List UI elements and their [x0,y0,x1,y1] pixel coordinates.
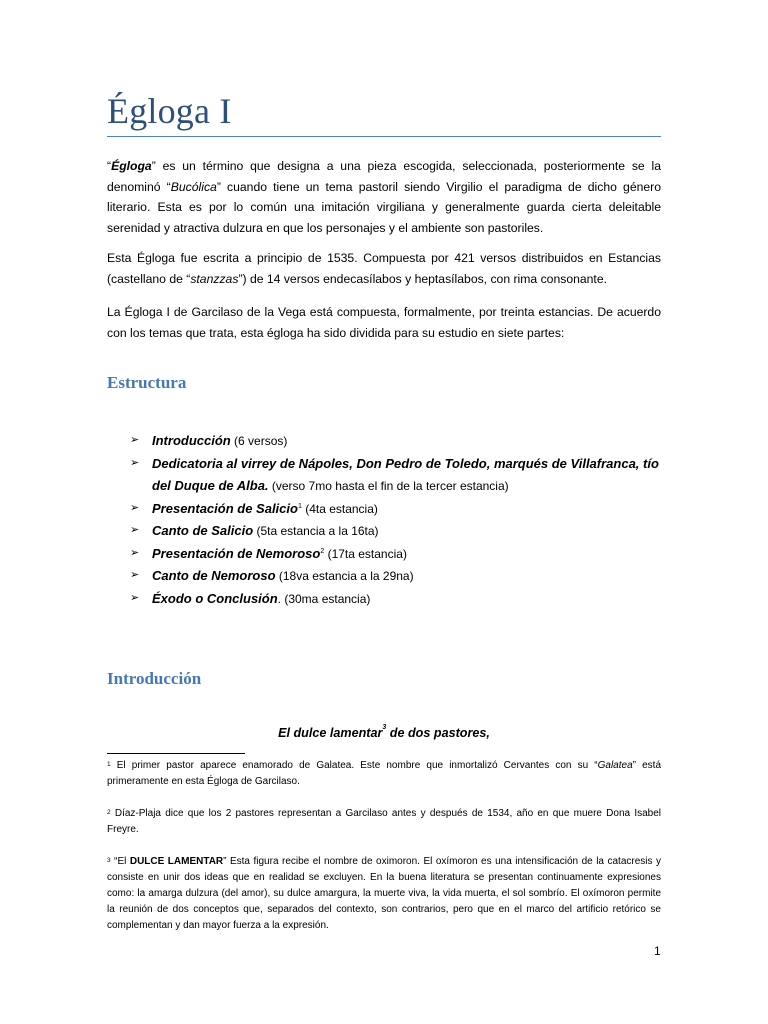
list-item-title: Presentación de Salicio [152,500,298,516]
section-heading-introduccion: Introducción [107,669,202,688]
list-item-detail: (17ta estancia) [324,546,407,561]
paragraph-structure-intro [107,302,661,343]
footnote-3 [107,854,661,934]
footnotes [107,758,661,950]
verse-line [0,726,768,740]
footnote-separator [107,753,245,754]
list-item [130,453,670,498]
arrow-bullet-icon: ➢ [130,434,140,446]
page-title: Égloga I [107,91,232,131]
list-item-title: Éxodo o Conclusión [152,590,278,606]
list-item-detail: (6 versos) [230,434,288,448]
text-run: “ [107,159,112,173]
footnote-text: ” está primeramente en esta Égloga de Garcilaso. [107,760,662,787]
footnote-ref: 1 [297,502,302,510]
arrow-bullet-icon: ➢ [130,546,140,559]
verse-text: de dos pastores, [386,726,490,740]
footnote-ref: 3 [382,724,387,731]
text-run: La Égloga I de Garcilaso de la Vega está compuesta, formalmente, por treinta estancias. De acuerdo con los temas que trata, esta égloga ha sido dividida para su estudio en siete partes: [107,305,661,340]
paragraph-composition [107,248,661,289]
list-item-title: Canto de Nemoroso [152,568,276,583]
footnote-text: El primer pastor aparece enamorado de Galatea. Este nombre que inmortalizó Cervantes con su “ [110,760,598,771]
footnote-text: “El [110,856,130,867]
section-heading-estructura: Estructura [107,373,187,392]
list-item-detail: (4ta estancia) [301,501,378,516]
footnote-ref: 2 [320,547,325,555]
list-item-title: Dedicatoria al virrey de Nápoles, Don Pedro de Toledo, marqués de Villafranca, tío del Duque de Alba. [152,455,659,493]
term-egloga: Égloga [111,159,152,173]
text-run: Esta Égloga fue escrita a principio de 1535. Compuesta por 421 versos distribuidos en Estancias (castellano de “ [107,251,661,286]
list-item-detail: (verso 7mo hasta el fin de la tercer estancia) [268,479,509,493]
arrow-bullet-icon: ➢ [130,569,140,581]
paragraph-egloga-definition [107,156,661,238]
arrow-bullet-icon: ➢ [130,524,140,536]
footnote-text: DULCE LAMENTAR [129,856,224,867]
verse-text: El dulce lamentar [278,726,383,740]
list-item-detail: (18va estancia a la 29na) [275,569,414,583]
text-run: ” es un término que designa a una pieza escogida, seleccionada, posteriormente se la denominó “ [107,159,661,194]
footnote-1 [107,758,661,790]
arrow-bullet-icon: ➢ [130,456,140,469]
list-item-detail: (5ta estancia a la 16ta) [253,524,379,538]
page-number: 1 [654,944,661,958]
list-item-title: Canto de Salicio [152,523,254,538]
footnote-number: 3 [107,857,111,864]
list-item [130,430,670,453]
term-bucolica: Bucólica [170,179,217,194]
footnote-number: 2 [107,809,111,816]
footnote-text: ” Esta figura recibe el nombre de oximoron. El oxímoron es una intensificación de la catacresis y consiste en unir dos ideas que en realidad se excluyen. En la buena literatura se presentan continuamente expresiones como: la amarga dulzura (del amor), su dulce amargura, la muerte viva, la vida muerta, el sol sombrío. El oxímoron permite la reunión de dos conceptos que, separados del contexto, son contrarios, pero que en el marco del artificio retórico se complementan y dan mayor fuerza a la expresión. [107,856,661,931]
text-run: ” cuando tiene un tema pastoril siendo Virgilio el paradigma de dicho género literario. Esta es por lo común una imitación virgiliana y generalmente guarda cierta deleitable serenidad y atractiva dulzura en que los personajes y el ambiente son pastoriles. [107,179,661,235]
title-underline [107,136,661,137]
footnote-number: 1 [107,761,111,768]
list-item [130,543,670,566]
arrow-bullet-icon: ➢ [130,591,140,604]
text-run: ”) de 14 versos endecasílabos y heptasílabos, con rima consonante. [238,271,607,286]
list-item-title: Presentación de Nemoroso [152,545,321,561]
footnote-text: Díaz-Plaja dice que los 2 pastores representan a Garcilaso antes y después de 1534, año en que muere Dona Isabel Freyre. [107,808,661,835]
term-stanzzas: stanzzas [190,271,239,286]
list-item [130,520,670,543]
footnote-2 [107,806,661,838]
arrow-bullet-icon: ➢ [130,501,140,514]
list-item [130,498,670,521]
list-item [130,588,670,611]
list-item-title: Introducción [152,433,231,448]
list-item [130,565,670,588]
list-item-detail: . (30ma estancia) [277,591,371,606]
footnote-text: Galatea [597,760,633,771]
structure-list [130,430,670,610]
